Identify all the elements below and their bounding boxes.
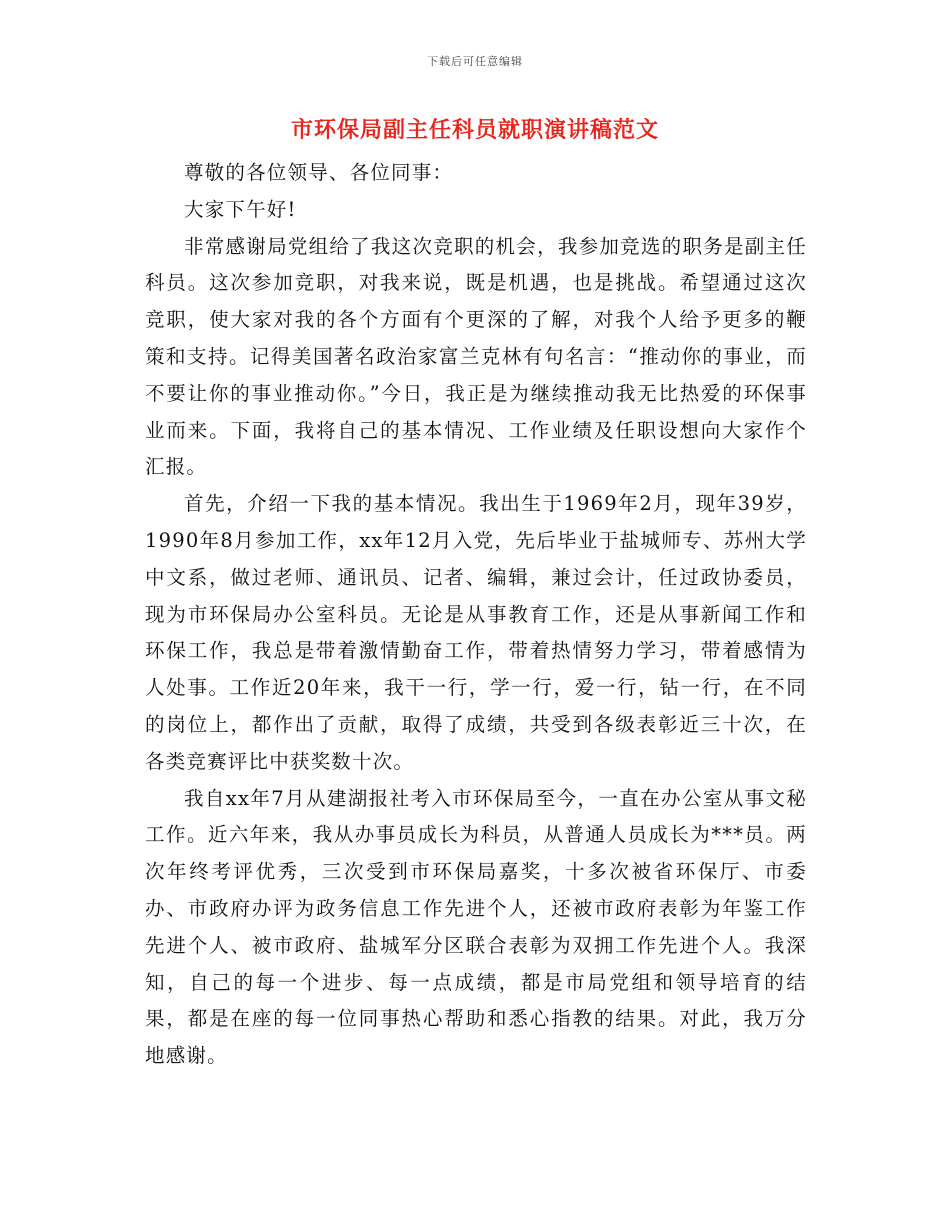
document-title: 市环保局副主任科员就职演讲稿范文: [290, 118, 659, 143]
body-paragraph: 我自xx年7月从建湖报社考入市环保局至今，一直在办公室从事文秘工作。近六年来，我从办事员成长为科员，从普通人员成长为***员。两次年终考评优秀，三次受到市环保局嘉奖，十多次被省环保厅、市委办、市政府办评为政务信息工作先进个人，还被市政府表彰为年鉴工作先进个人、被市政府、盐城军分区联合表彰为双拥工作先进个人。我深知，自己的每一个进步、每一点成绩，都是市局党组和领导培育的结果，都是在座的每一位同事热心帮助和悉心指教的结果。对此，我万分地感谢。: [145, 786, 807, 1068]
body-paragraph: 首先，介绍一下我的基本情况。我出生于1969年2月，现年39岁，1990年8月参加工作，xx年12月入党，先后毕业于盐城师专、苏州大学中文系，做过老师、通讯员、记者、编辑，兼过会计，任过政协委员，现为市环保局办公室科员。无论是从事教育工作，还是从事新闻工作和环保工作，我总是带着激情勤奋工作，带着热情努力学习，带着感情为人处事。工作近20年来，我干一行，学一行，爱一行，钻一行，在不同的岗位上，都作出了贡献，取得了成绩，共受到各级表彰近三十次，在各类竞赛评比中获奖数十次。: [145, 492, 807, 773]
body-paragraph: 非常感谢局党组给了我这次竞职的机会，我参加竞选的职务是副主任科员。这次参加竞职，对我来说，既是机遇，也是挑战。希望通过这次竞职，使大家对我的各个方面有个更深的了解，对我个人给予更多的鞭策和支持。记得美国著名政治家富兰克林有句名言：“推动你的事业，而不要让你的事业推动你。”今日，我正是为继续推动我无比热爱的环保事业而来。下面，我将自己的基本情况、工作业绩及任职设想向大家作个汇报。: [145, 234, 807, 479]
header-note: 下载后可任意编辑: [427, 55, 523, 68]
salutation-paragraph: 尊敬的各位领导、各位同事：: [184, 161, 454, 184]
greeting-paragraph: 大家下午好!: [184, 197, 297, 221]
document-body: [145, 155, 807, 1075]
